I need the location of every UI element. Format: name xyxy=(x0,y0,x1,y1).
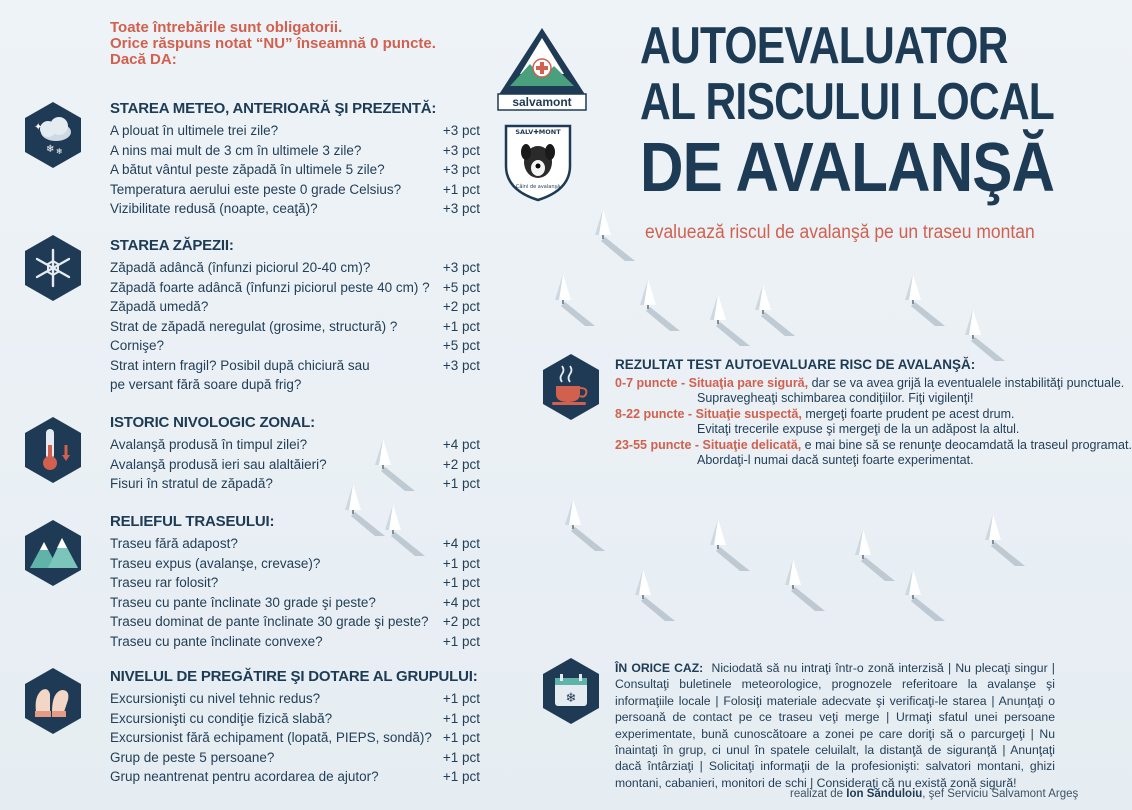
snowy-tree-icon xyxy=(755,280,795,338)
question-points: +4 pct xyxy=(442,437,480,452)
snowy-tree-icon xyxy=(905,565,945,623)
credit-prefix: realizat de xyxy=(790,788,847,800)
question-points: +5 pct xyxy=(442,338,480,353)
question-row xyxy=(110,767,480,787)
question-points xyxy=(440,375,480,395)
snowy-tree-icon xyxy=(640,275,680,333)
question-points: +1 pct xyxy=(442,730,480,745)
section-title: NIVELUL DE PREGĂTIRE ŞI DOTARE AL GRUPULUI: xyxy=(110,668,478,685)
question-text: Excursionişti cu condiţie fizică slabă? xyxy=(110,710,333,726)
main-title xyxy=(640,17,1055,206)
svg-text:❄: ❄ xyxy=(56,147,63,156)
question-points: +5 pct xyxy=(442,279,480,295)
snowy-tree-icon xyxy=(905,270,945,328)
results-title: REZULTAT TEST AUTOEVALUARE RISC DE AVALANŞĂ: xyxy=(615,357,976,372)
question-row xyxy=(110,199,480,219)
snowy-tree-icon xyxy=(855,525,895,583)
question-points: +3 pct xyxy=(442,162,480,177)
result-row xyxy=(615,375,1125,392)
snowy-tree-icon xyxy=(595,205,635,263)
question-points: +1 pct xyxy=(442,691,480,706)
question-row xyxy=(110,455,480,475)
question-points: +3 pct xyxy=(442,260,480,275)
subtitle: evaluează riscul de avalanşă pe un traseu montan xyxy=(645,222,1035,243)
question-text: Strat intern fragil? Posibil după chiciură sau xyxy=(110,357,370,373)
dog-logo-top-text: SALV✚MONT xyxy=(515,128,561,136)
coffee-cup-icon xyxy=(540,352,602,422)
section-group xyxy=(110,668,480,787)
question-row xyxy=(110,709,480,729)
svg-text:❄: ❄ xyxy=(46,144,55,155)
intro-line: Orice răspuns notat “NU” înseamnă 0 puncte. xyxy=(110,35,436,52)
question-row xyxy=(110,121,480,141)
intro-line: Dacă DA: xyxy=(110,51,177,68)
intro-line: Toate întrebările sunt obligatorii. xyxy=(110,19,343,36)
title-line-1: AUTOEVALUATOR xyxy=(640,17,1008,75)
question-text: Zăpadă foarte adâncă (înfunzi piciorul peste 40 cm) ? xyxy=(110,279,430,295)
question-text: Cornişe? xyxy=(110,338,165,353)
section-title: RELIEFUL TRASEULUI: xyxy=(110,513,275,530)
snowflake-icon xyxy=(22,233,84,303)
snowy-tree-icon xyxy=(555,270,595,328)
question-points: +1 pct xyxy=(442,476,480,491)
question-points: +3 pct xyxy=(442,357,480,373)
section-weather xyxy=(110,100,480,219)
question-text: Avalanşă produsă ieri sau alaltăieri? xyxy=(110,456,327,472)
question-text: Traseu expus (avalanşe, crevase)? xyxy=(110,555,321,571)
question-points: +3 pct xyxy=(442,123,480,138)
question-points: +4 pct xyxy=(442,594,480,610)
question-text: A plouat în ultimele trei zile? xyxy=(110,123,279,138)
question-text: Fisuri în stratul de zăpadă? xyxy=(110,476,273,491)
question-text: Zăpadă umedă? xyxy=(110,299,209,314)
result-text: mergeţi foarte prudent pe acest drum. xyxy=(801,406,1015,421)
result-range: 0-7 puncte - Situaţia pare sigură, xyxy=(615,375,809,390)
weather-icon xyxy=(22,100,84,170)
section-snow xyxy=(110,237,480,395)
question-row xyxy=(110,317,480,337)
snowy-tree-icon xyxy=(710,515,750,573)
snowy-tree-icon xyxy=(985,510,1025,568)
question-text: Traseu cu pante înclinate 30 grade şi peste? xyxy=(110,594,376,610)
question-row xyxy=(110,258,480,278)
section-history xyxy=(110,414,480,494)
result-row xyxy=(615,407,1065,423)
question-text: Vizibilitate redusă (noapte, ceaţă)? xyxy=(110,201,318,216)
question-row xyxy=(110,573,480,593)
result-text: e mai bine să se renunţe deocamdată la traseul programat. xyxy=(801,437,1132,452)
credit-suffix: , şef Serviciu Salvamont Argeş xyxy=(922,788,1079,800)
question-row xyxy=(110,632,480,652)
mountain-icon xyxy=(22,518,84,588)
snowy-tree-icon xyxy=(345,480,385,538)
section-title: STAREA ZĂPEZII: xyxy=(110,237,234,254)
question-row xyxy=(110,612,480,632)
question-text: Grup neantrenat pentru acordarea de ajutor? xyxy=(110,769,379,784)
question-text: pe versant fără soare după frig? xyxy=(110,377,302,392)
salvamont-logo xyxy=(494,24,590,112)
general-advice xyxy=(615,660,1055,791)
question-text: Avalanşă produsă în timpul zilei? xyxy=(110,437,308,452)
question-text: Strat de zăpadă neregulat (grosime, structură) ? xyxy=(110,318,398,334)
snowy-tree-icon xyxy=(635,565,675,623)
question-text: A bătut vântul peste zăpadă în ultimele 5 zile? xyxy=(110,162,385,177)
question-text: Excursionişti cu nivel tehnic redus? xyxy=(110,691,321,706)
question-points: +1 pct xyxy=(442,749,480,765)
question-points: +1 pct xyxy=(442,555,480,571)
question-text: Traseu rar folosit? xyxy=(110,575,219,590)
question-row xyxy=(110,297,480,317)
question-text: Excursionist fără echipament (lopată, PIEPS, sondă)? xyxy=(110,730,432,745)
result-row xyxy=(615,437,1132,454)
section-title: ISTORIC NIVOLOGIC ZONAL: xyxy=(110,414,315,431)
question-points: +1 pct xyxy=(442,318,480,334)
credit-author: Ion Sănduloiu xyxy=(846,788,923,800)
question-points: +2 pct xyxy=(442,456,480,472)
section-title: STAREA METEO, ANTERIOARĂ ŞI PREZENTĂ: xyxy=(110,100,437,117)
result-note: Supravegheaţi schimbarea condiţiilor. Fiţi vigilenţi! xyxy=(697,391,974,405)
snowy-tree-icon xyxy=(965,305,1005,363)
mittens-icon xyxy=(22,666,84,736)
result-note: Evitaţi trecerile expuse şi mergeţi de la un adăpost la altul. xyxy=(697,422,1020,436)
svg-text:❄: ❄ xyxy=(565,691,577,706)
dog-logo-bottom-text: Câini de avalanşă xyxy=(515,184,561,190)
advice-text: Niciodată să nu intraţi într-o zonă interzisă | Nu plecaţi singur | Consultaţi buletinele meteorologice, prognozele referitoare la avalanşe şi informaţiile locale | Folosiţi materiale adecvate şi verificaţi-le starea | Anunţaţi o persoană de contact pe ce traseu veţi merge | Urmaţi sfatul unei persoane experimentate, bună cunoscătoare a zonei pe care doriţi să o parcurgeţi | Nu înaintaţi în grup, ci unul în spatele celuilalt, la distanţă de siguranţă | Anunţaţi dacă întârziaţi | Solicitaţi informaţii de la profesionişti: salvatori montani, ghizi montani, cabanieri, monitori de schi | Consideraţi că nu există zonă sigură! xyxy=(615,661,1055,790)
snowy-tree-icon xyxy=(785,555,825,613)
calendar-icon xyxy=(540,656,602,726)
salvamont-logo-text: salvamont xyxy=(512,95,572,109)
intro-notes xyxy=(110,20,436,68)
question-points: +2 pct xyxy=(442,299,480,314)
question-text: Temperatura aerului este peste 0 grade Celsius? xyxy=(110,181,402,197)
snowy-tree-icon xyxy=(565,495,605,553)
question-text: Traseu dominat de pante înclinate 30 grade şi peste? xyxy=(110,614,429,629)
question-text: Zăpadă adâncă (înfunzi piciorul 20-40 cm)? xyxy=(110,260,371,275)
snowy-tree-icon xyxy=(385,500,425,558)
credit-line xyxy=(790,788,1078,800)
question-row xyxy=(110,356,480,376)
dog-logo xyxy=(502,120,574,204)
question-points: +1 pct xyxy=(442,710,480,726)
question-points: +3 pct xyxy=(442,201,480,216)
result-note: Abordaţi-l numai dacă sunteţi foarte experimentat. xyxy=(697,453,974,467)
svg-text:✦: ✦ xyxy=(34,122,43,133)
question-points: +2 pct xyxy=(442,614,480,629)
question-points: +3 pct xyxy=(442,142,480,158)
question-row xyxy=(110,689,480,709)
question-text: Grup de peste 5 persoane? xyxy=(110,749,275,765)
title-line-2: AL RISCULUI LOCAL xyxy=(640,73,1055,131)
question-row xyxy=(110,375,480,395)
question-points: +4 pct xyxy=(442,536,480,551)
advice-label: ÎN ORICE CAZ: xyxy=(615,661,704,675)
question-row xyxy=(110,336,480,356)
snowy-tree-icon xyxy=(710,290,750,348)
question-row xyxy=(110,141,480,161)
question-row xyxy=(110,435,480,455)
result-range: 23-55 puncte - Situaţie delicată, xyxy=(615,437,802,452)
question-points: +1 pct xyxy=(442,575,480,590)
question-row xyxy=(110,748,480,768)
question-row xyxy=(110,474,480,494)
question-row xyxy=(110,180,480,200)
question-text: Traseu fără adapost? xyxy=(110,536,238,551)
question-text: Traseu cu pante înclinate convexe? xyxy=(110,633,323,649)
question-points: +1 pct xyxy=(442,633,480,649)
question-row xyxy=(110,278,480,298)
title-line-3: DE AVALANŞĂ xyxy=(640,128,1055,206)
test-results xyxy=(615,357,1132,469)
result-range: 8-22 puncte - Situaţie suspectă, xyxy=(615,406,802,421)
question-row xyxy=(110,728,480,748)
question-row xyxy=(110,593,480,613)
question-points: +1 pct xyxy=(442,181,480,197)
question-points: +1 pct xyxy=(442,769,480,784)
result-text: dar se va avea grijă la eventualele instabilităţi punctuale. xyxy=(808,375,1125,390)
question-text: A nins mai mult de 3 cm în ultimele 3 zile? xyxy=(110,142,362,158)
thermometer-icon xyxy=(22,415,84,485)
question-row xyxy=(110,160,480,180)
